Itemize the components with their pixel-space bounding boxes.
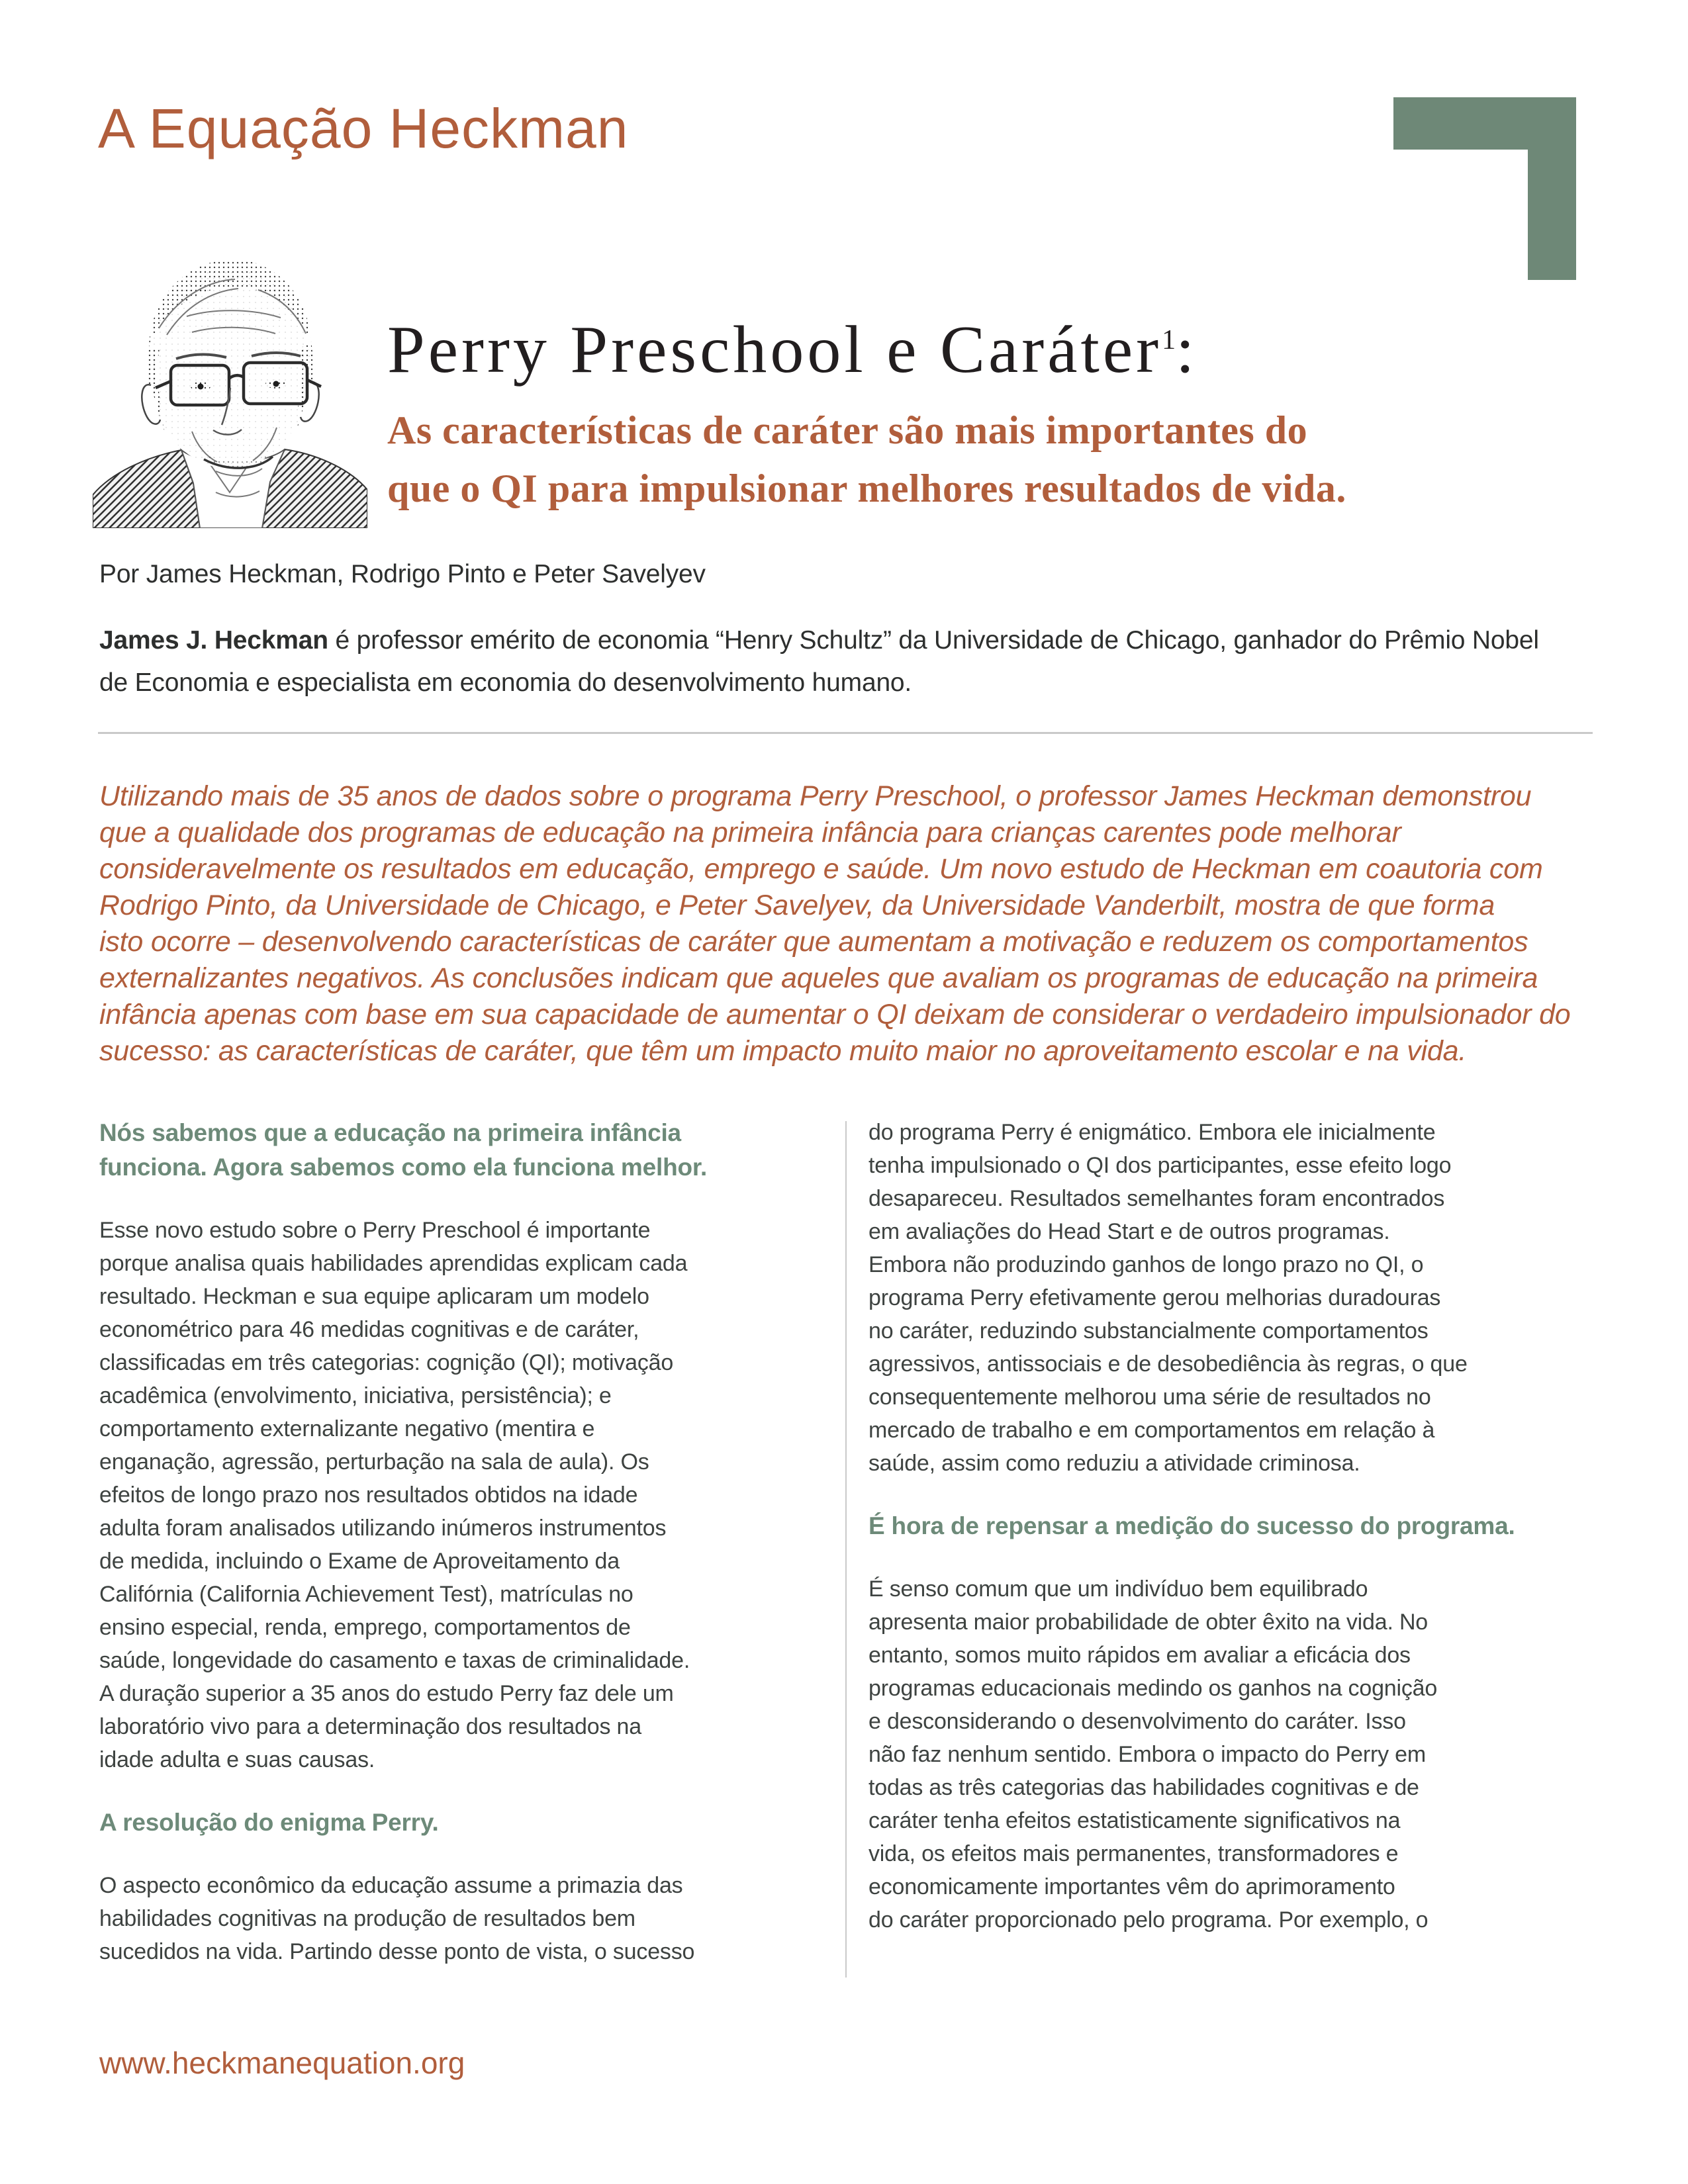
- left-column: [99, 1116, 769, 1997]
- heading-line: Nós sabemos que a educação na primeira infância: [99, 1119, 681, 1146]
- byline: Por James Heckman, Rodrigo Pinto e Peter Savelyev: [99, 560, 706, 588]
- body-text-line: laboratório vivo para a determinação dos resultados na: [99, 1714, 641, 1739]
- right-paragraph-2: [868, 1572, 1552, 1936]
- bio-line1-rest: é professor emérito de economia “Henry Schultz” da Universidade de Chicago, ganhador do Prêmio Nobel: [328, 626, 1539, 655]
- heading-line: funciona. Agora sabemos como ela funciona melhor.: [99, 1154, 708, 1181]
- brand-title: A Equação Heckman: [98, 97, 629, 159]
- body-text-line: O aspecto econômico da educação assume a primazia das: [99, 1873, 683, 1898]
- engraved-portrait-svg: [93, 229, 367, 528]
- left-paragraph-1: [99, 1214, 769, 1776]
- article-title: [387, 303, 1197, 387]
- body-text-line: vida, os efeitos mais permanentes, transformadores e: [868, 1841, 1399, 1866]
- body-text-line: mercado de trabalho e em comportamentos em relação à: [868, 1418, 1435, 1443]
- body-text-line: do programa Perry é enigmático. Embora ele inicialmente: [868, 1120, 1436, 1145]
- heading-line: A resolução do enigma Perry.: [99, 1809, 439, 1836]
- corner-accent-vertical-bar: [1528, 97, 1576, 280]
- body-text-line: idade adulta e suas causas.: [99, 1747, 375, 1772]
- subtitle-line: As características de caráter são mais importantes do: [387, 408, 1308, 452]
- body-text-line: programa Perry efetivamente gerou melhorias duradouras: [868, 1285, 1441, 1310]
- body-text-line: do caráter proporcionado pelo programa. Por exemplo, o: [868, 1907, 1429, 1933]
- body-text-line: ensino especial, renda, emprego, comportamentos de: [99, 1615, 631, 1640]
- body-text-line: efeitos de longo prazo nos resultados obtidos na idade: [99, 1482, 638, 1508]
- body-text-line: de medida, incluindo o Exame de Aproveitamento da: [99, 1549, 620, 1574]
- body-text-line: enganação, agressão, perturbação na sala de aula). Os: [99, 1449, 649, 1475]
- body-text-line: habilidades cognitivas na produção de resultados bem: [99, 1906, 635, 1931]
- lead-text-line: infância apenas com base em sua capacidade de aumentar o QI deixam de considerar o verdadeiro impulsionador do: [99, 999, 1571, 1030]
- right-column-heading: [868, 1509, 1552, 1543]
- column-divider: [845, 1121, 847, 1978]
- horizontal-divider: [98, 732, 1593, 734]
- body-text-line: Embora não produzindo ganhos de longo prazo no QI, o: [868, 1252, 1424, 1277]
- body-text-line: programas educacionais medindo os ganhos na cognição: [868, 1676, 1438, 1701]
- heckman-portrait-illustration: [93, 229, 367, 528]
- body-text-line: consequentemente melhorou uma série de resultados no: [868, 1385, 1431, 1410]
- lead-text-line: Rodrigo Pinto, da Universidade de Chicago, e Peter Savelyev, da Universidade Vanderbilt, mostra de que forma: [99, 889, 1495, 921]
- bio-line: [99, 619, 1539, 662]
- body-text-line: desapareceu. Resultados semelhantes foram encontrados: [868, 1186, 1445, 1211]
- bio-line: de Economia e especialista em economia do desenvolvimento humano.: [99, 668, 912, 697]
- body-text-line: Esse novo estudo sobre o Perry Preschool é importante: [99, 1218, 651, 1243]
- body-text-line: no caráter, reduzindo substancialmente comportamentos: [868, 1318, 1429, 1343]
- left-column-heading-2: [99, 1805, 769, 1840]
- body-text-line: e desconsiderando o desenvolvimento do caráter. Isso: [868, 1709, 1406, 1734]
- right-column: [868, 1116, 1552, 1966]
- body-text-line: econométrico para 46 medidas cognitivas e de caráter,: [99, 1317, 639, 1342]
- author-bio: [99, 619, 1539, 704]
- lead-text-line: isto ocorre – desenvolvendo características de caráter que aumentam a motivação e reduzem os comportamentos: [99, 926, 1528, 958]
- article-title-colon: :: [1176, 312, 1198, 387]
- body-text-line: resultado. Heckman e sua equipe aplicaram um modelo: [99, 1284, 649, 1309]
- lead-text-line: que a qualidade dos programas de educação na primeira infância para crianças carentes pode melhorar: [99, 817, 1401, 848]
- author-name: James J. Heckman: [99, 626, 328, 655]
- lead-text-line: externalizantes negativos. As conclusões indicam que aqueles que avaliam os programas de educação na primeira: [99, 962, 1538, 994]
- article-title-text: Perry Preschool e Caráter: [387, 312, 1162, 387]
- body-text-line: agressivos, antissociais e de desobediência às regras, o que: [868, 1351, 1468, 1377]
- right-paragraph-1: [868, 1116, 1552, 1480]
- body-text-line: comportamento externalizante negativo (mentira e: [99, 1416, 595, 1441]
- body-text-line: caráter tenha efeitos estatisticamente significativos na: [868, 1808, 1401, 1833]
- body-text-line: adulta foram analisados utilizando inúmeros instrumentos: [99, 1516, 667, 1541]
- body-text-line: economicamente importantes vêm do aprimoramento: [868, 1874, 1395, 1899]
- body-text-line: em avaliações do Head Start e de outros programas.: [868, 1219, 1390, 1244]
- footer-website-link[interactable]: www.heckmanequation.org: [99, 2046, 465, 2080]
- body-text-line: Califórnia (California Achievement Test), matrículas no: [99, 1582, 633, 1607]
- body-text-line: sucedidos na vida. Partindo desse ponto de vista, o sucesso: [99, 1939, 695, 1964]
- article-subtitle: [387, 401, 1346, 518]
- left-paragraph-2: [99, 1869, 769, 1968]
- body-text-line: não faz nenhum sentido. Embora o impacto do Perry em: [868, 1742, 1426, 1767]
- footnote-marker: 1: [1162, 325, 1176, 355]
- lead-text-line: Utilizando mais de 35 anos de dados sobre o programa Perry Preschool, o professor James Heckman demonstrou: [99, 780, 1532, 812]
- subtitle-line: que o QI para impulsionar melhores resultados de vida.: [387, 467, 1346, 510]
- body-text-line: porque analisa quais habilidades aprendidas explicam cada: [99, 1251, 688, 1276]
- body-text-line: apresenta maior probabilidade de obter êxito na vida. No: [868, 1610, 1429, 1635]
- body-text-line: classificadas em três categorias: cognição (QI); motivação: [99, 1350, 674, 1375]
- body-text-line: É senso comum que um indivíduo bem equilibrado: [868, 1576, 1368, 1602]
- lead-text-line: sucesso: as características de caráter, que têm um impacto muito maior no aproveitamento escolar e na vida.: [99, 1035, 1467, 1067]
- body-text-line: tenha impulsionado o QI dos participantes, esse efeito logo: [868, 1153, 1452, 1178]
- body-text-line: todas as três categorias das habilidades cognitivas e de: [868, 1775, 1419, 1800]
- body-text-line: entanto, somos muito rápidos em avaliar a eficácia dos: [868, 1643, 1411, 1668]
- lead-paragraph: [99, 778, 1571, 1069]
- heading-line: É hora de repensar a medição do sucesso do programa.: [868, 1512, 1515, 1539]
- body-text-line: acadêmica (envolvimento, iniciativa, persistência); e: [99, 1383, 612, 1408]
- body-text-line: saúde, assim como reduziu a atividade criminosa.: [868, 1451, 1360, 1476]
- left-column-heading: [99, 1116, 769, 1185]
- suit-left: [93, 450, 200, 528]
- body-text-line: saúde, longevidade do casamento e taxas de criminalidade.: [99, 1648, 690, 1673]
- lead-text-line: consideravelmente os resultados em educação, emprego e saúde. Um novo estudo de Heckman em coautoria com: [99, 853, 1543, 885]
- body-text-line: A duração superior a 35 anos do estudo Perry faz dele um: [99, 1681, 674, 1706]
